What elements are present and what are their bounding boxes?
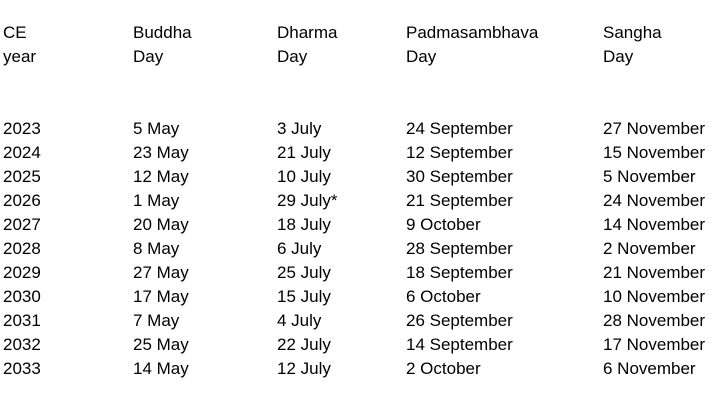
- column-header-line1: Padmasambhava: [406, 23, 539, 42]
- table-cell: 2 November: [603, 239, 696, 258]
- table-cell: 2031: [3, 311, 41, 330]
- table-cell: 2030: [3, 287, 41, 306]
- table-cell: 10 July: [277, 167, 331, 186]
- table-cell: 2026: [3, 191, 41, 210]
- column-header-line2: year: [3, 47, 37, 66]
- column-header-ce-year: [3, 21, 36, 69]
- column-header-dharma-day: [277, 21, 337, 69]
- table-cell: 18 September: [406, 263, 513, 282]
- table-cell: 21 September: [406, 191, 513, 210]
- column-cells-dharma-day: [277, 117, 337, 381]
- column-header-padmasambhava-day: [406, 21, 538, 69]
- table-cell: 15 November: [603, 143, 706, 162]
- column-header-line1: Buddha: [133, 23, 192, 42]
- table-cell: 27 November: [603, 119, 706, 138]
- table-cell: 14 November: [603, 215, 706, 234]
- column-cells-buddha-day: [133, 117, 189, 381]
- column-cells-ce-year: [3, 117, 41, 381]
- table-cell: 2028: [3, 239, 41, 258]
- table-cell: 18 July: [277, 215, 331, 234]
- table-cell: 14 September: [406, 335, 513, 354]
- table-cell: 2 October: [406, 359, 481, 378]
- table-cell: 5 May: [133, 119, 180, 138]
- column-header-line2: Day: [406, 47, 437, 66]
- column-header-buddha-day: [133, 21, 192, 69]
- table-cell: 9 October: [406, 215, 481, 234]
- table-cell: 2033: [3, 359, 41, 378]
- table-cell: 21 July: [277, 143, 331, 162]
- table-cell: 6 July: [277, 239, 322, 258]
- table-cell: 10 November: [603, 287, 706, 306]
- table-cell: 24 November: [603, 191, 706, 210]
- column-header-line1: Sangha: [603, 23, 662, 42]
- table-cell: 14 May: [133, 359, 189, 378]
- table-cell: 15 July: [277, 287, 331, 306]
- column-cells-padmasambhava-day: [406, 117, 513, 381]
- column-header-line2: Day: [277, 47, 308, 66]
- table-cell: 2032: [3, 335, 41, 354]
- table-cell: 6 November: [603, 359, 696, 378]
- table-cell: 23 May: [133, 143, 189, 162]
- table-cell: 2024: [3, 143, 41, 162]
- table-cell: 17 May: [133, 287, 189, 306]
- table-cell: 17 November: [603, 335, 706, 354]
- table-cell: 21 November: [603, 263, 706, 282]
- table-cell: 8 May: [133, 239, 180, 258]
- table-cell: 22 July: [277, 335, 331, 354]
- table-cell: 5 November: [603, 167, 696, 186]
- table-cell: 4 July: [277, 311, 322, 330]
- table-cell: 3 July: [277, 119, 322, 138]
- column-cells-sangha-day: [603, 117, 705, 381]
- column-header-line1: Dharma: [277, 23, 338, 42]
- column-header-line1: CE: [3, 23, 27, 42]
- table-cell: 6 October: [406, 287, 481, 306]
- table-cell: 28 November: [603, 311, 706, 330]
- table-cell: 30 September: [406, 167, 513, 186]
- table-cell: 2025: [3, 167, 41, 186]
- table-cell: 1 May: [133, 191, 180, 210]
- table-cell: 26 September: [406, 311, 513, 330]
- table-cell: 2027: [3, 215, 41, 234]
- table-cell: 2023: [3, 119, 41, 138]
- table-cell: 2029: [3, 263, 41, 282]
- table-cell: 29 July*: [277, 191, 338, 210]
- table-cell: 27 May: [133, 263, 189, 282]
- table-cell: 7 May: [133, 311, 180, 330]
- table-cell: 20 May: [133, 215, 189, 234]
- table-cell: 12 May: [133, 167, 189, 186]
- column-header-line2: Day: [603, 47, 634, 66]
- table-cell: 28 September: [406, 239, 513, 258]
- table-cell: 25 May: [133, 335, 189, 354]
- table-cell: 12 September: [406, 143, 513, 162]
- table-cell: 24 September: [406, 119, 513, 138]
- table-cell: 12 July: [277, 359, 331, 378]
- column-header-sangha-day: [603, 21, 662, 69]
- column-header-line2: Day: [133, 47, 164, 66]
- table-cell: 25 July: [277, 263, 331, 282]
